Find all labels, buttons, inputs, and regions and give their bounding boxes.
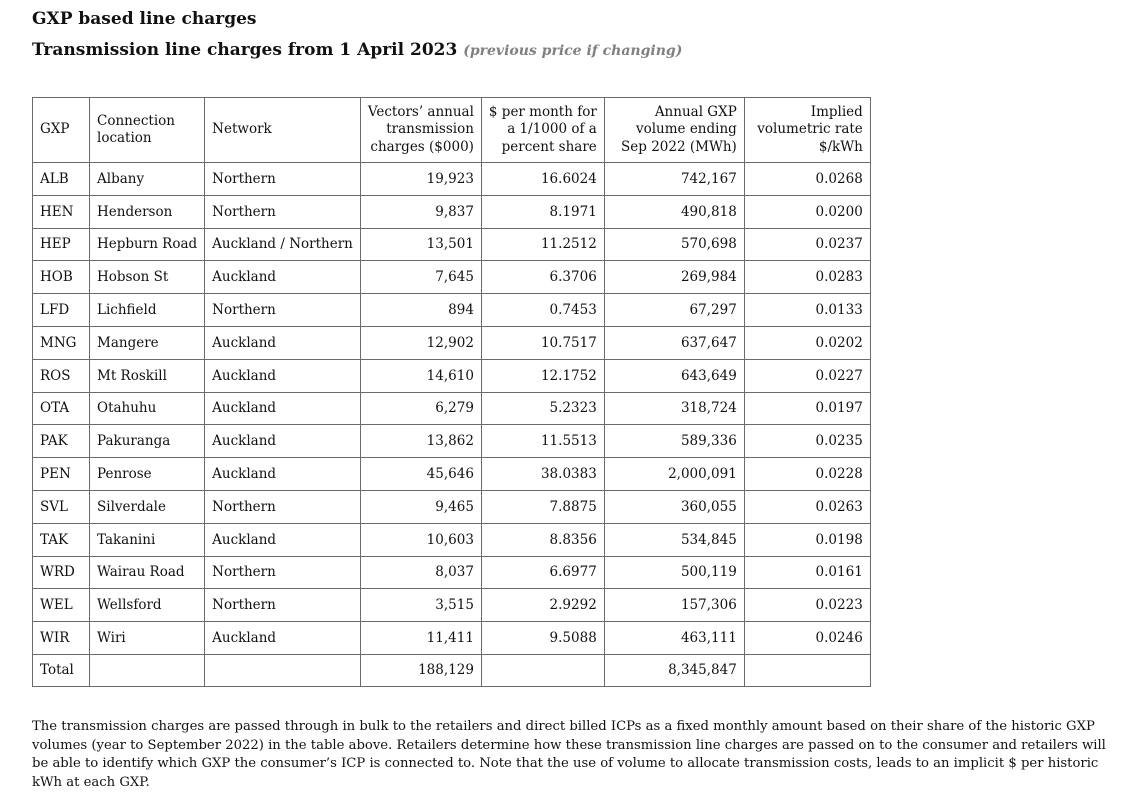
table-title-text: Transmission line charges from 1 April 2023 (32, 40, 458, 60)
cell-volume: 589,336 (604, 425, 744, 458)
cell-network: Auckland (205, 622, 361, 655)
header-per-month: $ per month for a 1/1000 of a percent share (481, 98, 604, 163)
cell-charges: 894 (360, 294, 481, 327)
table-row (33, 294, 871, 327)
cell-gxp: ROS (33, 359, 90, 392)
cell-gxp: HEN (33, 195, 90, 228)
cell-location: Hobson St (90, 261, 205, 294)
cell-network: Northern (205, 589, 361, 622)
cell-location: Otahuhu (90, 392, 205, 425)
table-title-note: (previous price if changing) (463, 43, 683, 59)
cell-gxp: WEL (33, 589, 90, 622)
header-annual-charges: Vectors’ annual transmission charges ($000) (360, 98, 481, 163)
cell-rate: 0.0228 (744, 458, 870, 491)
cell-volume: 360,055 (604, 490, 744, 523)
cell-network: Auckland (205, 458, 361, 491)
cell-network: Northern (205, 163, 361, 196)
cell-volume: 2,000,091 (604, 458, 744, 491)
cell-per-month: 7.8875 (481, 490, 604, 523)
cell-per-month: 8.1971 (481, 195, 604, 228)
cell-rate: 0.0263 (744, 490, 870, 523)
cell-rate: 0.0133 (744, 294, 870, 327)
cell-location: Hepburn Road (90, 228, 205, 261)
cell-per-month: 16.6024 (481, 163, 604, 196)
cell-per-month: 2.9292 (481, 589, 604, 622)
cell-charges: 45,646 (360, 458, 481, 491)
cell-rate: 0.0237 (744, 228, 870, 261)
cell-volume: 500,119 (604, 556, 744, 589)
cell-location: Albany (90, 163, 205, 196)
cell-per-month: 11.5513 (481, 425, 604, 458)
cell-charges: 10,603 (360, 523, 481, 556)
table-row (33, 425, 871, 458)
cell-network: Northern (205, 195, 361, 228)
table-row (33, 228, 871, 261)
cell-rate: 0.0283 (744, 261, 870, 294)
cell-gxp: SVL (33, 490, 90, 523)
table-row (33, 326, 871, 359)
cell-per-month: 5.2323 (481, 392, 604, 425)
header-annual-volume: Annual GXP volume ending Sep 2022 (MWh) (604, 98, 744, 163)
cell-per-month: 8.8356 (481, 523, 604, 556)
cell-rate: 0.0200 (744, 195, 870, 228)
cell-charges: 13,501 (360, 228, 481, 261)
page-heading: GXP based line charges (32, 9, 257, 29)
cell-charges: 3,515 (360, 589, 481, 622)
cell-charges: 12,902 (360, 326, 481, 359)
cell-rate: 0.0161 (744, 556, 870, 589)
cell-location: Silverdale (90, 490, 205, 523)
cell-charges: 14,610 (360, 359, 481, 392)
cell-per-month: 38.0383 (481, 458, 604, 491)
cell-volume: 67,297 (604, 294, 744, 327)
cell-location: Wiri (90, 622, 205, 655)
cell-location: Penrose (90, 458, 205, 491)
cell-charges: 11,411 (360, 622, 481, 655)
cell-network: Auckland (205, 392, 361, 425)
cell-network: Auckland (205, 425, 361, 458)
cell-volume: 463,111 (604, 622, 744, 655)
footnote-paragraph: The transmission charges are passed through in bulk to the retailers and direct billed ICPs as a fixed monthly amount based on their share of the historic GXP volumes (year to September 2022) in the table above. Retailers determine how these transmission line charges are passed on to the consumer and retailers will be able to identify which GXP the consumer’s ICP is connected to. Note that the use of volume to allocate transmission costs, leads to an implicit $ per historic kWh at each GXP. (32, 719, 1106, 790)
cell-gxp: PAK (33, 425, 90, 458)
header-network: Network (205, 98, 361, 163)
table-row (33, 490, 871, 523)
cell-gxp: TAK (33, 523, 90, 556)
cell-gxp: ALB (33, 163, 90, 196)
cell-per-month: 6.6977 (481, 556, 604, 589)
table-row (33, 261, 871, 294)
table-title (32, 40, 682, 60)
header-connection-location: Connection location (90, 98, 205, 163)
cell-volume: 637,647 (604, 326, 744, 359)
table-row (33, 195, 871, 228)
cell-per-month: 6.3706 (481, 261, 604, 294)
cell-charges: 8,037 (360, 556, 481, 589)
cell-volume: 157,306 (604, 589, 744, 622)
cell-location: Henderson (90, 195, 205, 228)
cell-rate: 0.0268 (744, 163, 870, 196)
cell-network: Auckland (205, 326, 361, 359)
cell-charges: 19,923 (360, 163, 481, 196)
cell-volume: 570,698 (604, 228, 744, 261)
header-gxp: GXP (33, 98, 90, 163)
cell-rate: 0.0227 (744, 359, 870, 392)
cell-per-month: 12.1752 (481, 359, 604, 392)
cell-gxp: PEN (33, 458, 90, 491)
table-row (33, 622, 871, 655)
cell-per-month: 10.7517 (481, 326, 604, 359)
header-volumetric-rate: Implied volumetric rate $/kWh (744, 98, 870, 163)
cell-rate: 0.0197 (744, 392, 870, 425)
cell-rate: 0.0223 (744, 589, 870, 622)
cell-charges: 9,465 (360, 490, 481, 523)
cell-location: Mangere (90, 326, 205, 359)
cell-rate: 0.0235 (744, 425, 870, 458)
table-row (33, 589, 871, 622)
cell-rate: 0.0246 (744, 622, 870, 655)
cell-per-month: 9.5088 (481, 622, 604, 655)
cell-location: Pakuranga (90, 425, 205, 458)
cell-charges: 13,862 (360, 425, 481, 458)
cell-total-charges: 188,129 (360, 654, 481, 686)
cell-empty (90, 654, 205, 686)
cell-network: Northern (205, 556, 361, 589)
cell-location: Wellsford (90, 589, 205, 622)
cell-network: Auckland / Northern (205, 228, 361, 261)
cell-per-month: 11.2512 (481, 228, 604, 261)
cell-gxp: LFD (33, 294, 90, 327)
cell-network: Auckland (205, 359, 361, 392)
cell-gxp: HOB (33, 261, 90, 294)
cell-gxp: WRD (33, 556, 90, 589)
cell-charges: 7,645 (360, 261, 481, 294)
table-row (33, 392, 871, 425)
table-row (33, 458, 871, 491)
cell-total-label: Total (33, 654, 90, 686)
cell-volume: 742,167 (604, 163, 744, 196)
total-row (33, 654, 871, 686)
cell-per-month: 0.7453 (481, 294, 604, 327)
cell-network: Northern (205, 294, 361, 327)
cell-empty (205, 654, 361, 686)
cell-gxp: MNG (33, 326, 90, 359)
cell-volume: 269,984 (604, 261, 744, 294)
cell-empty (481, 654, 604, 686)
cell-rate: 0.0198 (744, 523, 870, 556)
cell-network: Auckland (205, 523, 361, 556)
cell-location: Takanini (90, 523, 205, 556)
cell-total-volume: 8,345,847 (604, 654, 744, 686)
cell-volume: 490,818 (604, 195, 744, 228)
table-body (33, 163, 871, 687)
table-row (33, 359, 871, 392)
cell-gxp: OTA (33, 392, 90, 425)
cell-rate: 0.0202 (744, 326, 870, 359)
cell-empty (744, 654, 870, 686)
cell-network: Auckland (205, 261, 361, 294)
cell-location: Wairau Road (90, 556, 205, 589)
cell-network: Northern (205, 490, 361, 523)
cell-volume: 643,649 (604, 359, 744, 392)
line-charges-table (32, 97, 871, 687)
cell-charges: 9,837 (360, 195, 481, 228)
table-header-row (33, 98, 871, 163)
cell-gxp: WIR (33, 622, 90, 655)
cell-charges: 6,279 (360, 392, 481, 425)
table-row (33, 163, 871, 196)
table-row (33, 556, 871, 589)
cell-volume: 534,845 (604, 523, 744, 556)
cell-location: Lichfield (90, 294, 205, 327)
table-row (33, 523, 871, 556)
cell-volume: 318,724 (604, 392, 744, 425)
cell-gxp: HEP (33, 228, 90, 261)
cell-location: Mt Roskill (90, 359, 205, 392)
